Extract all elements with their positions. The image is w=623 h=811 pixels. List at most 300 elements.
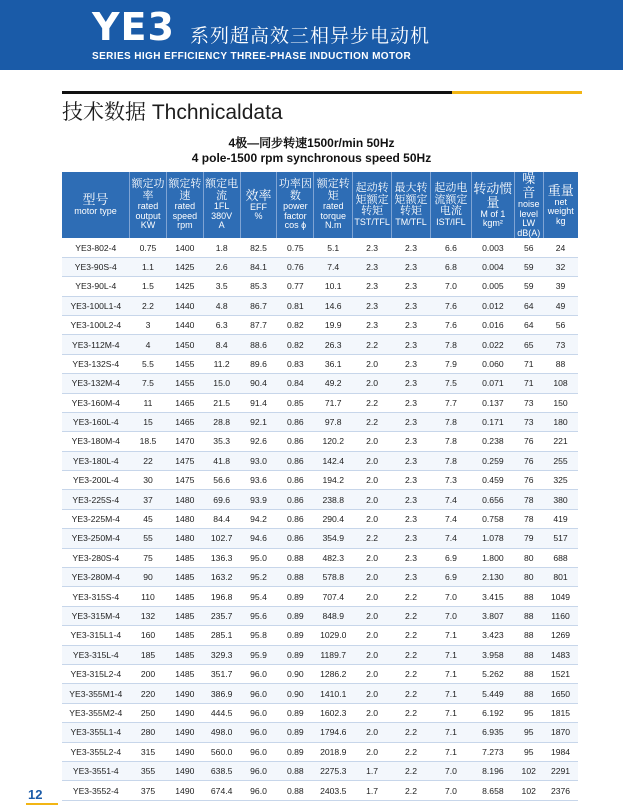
table-cell: 7.273 <box>471 742 514 761</box>
table-cell: 2.3 <box>392 296 431 315</box>
table-cell: 2.3 <box>392 568 431 587</box>
table-cell: 59 <box>514 257 543 276</box>
table-cell: 95.0 <box>240 548 277 567</box>
table-cell: 7.1 <box>430 645 471 664</box>
table-cell: 18.5 <box>130 432 167 451</box>
table-body <box>62 238 578 800</box>
table-cell: 1160 <box>543 606 578 625</box>
table-cell: 2.0 <box>353 548 392 567</box>
table-cell: 73 <box>543 335 578 354</box>
table-cell: 3 <box>130 315 167 334</box>
motor-type-cell: YE3-100L2-4 <box>62 315 130 334</box>
table-cell: 7.1 <box>430 684 471 703</box>
table-row <box>62 471 578 490</box>
table-cell: 7.0 <box>430 587 471 606</box>
table-row <box>62 238 578 257</box>
table-cell: 0.259 <box>471 451 514 470</box>
table-cell: 64 <box>514 315 543 334</box>
table-cell: 1490 <box>166 761 203 780</box>
table-row <box>62 354 578 373</box>
table-cell: 1485 <box>166 626 203 645</box>
table-cell: 10.1 <box>314 277 353 296</box>
motor-type-cell: YE3-355M2-4 <box>62 703 130 722</box>
table-cell: 2.0 <box>353 354 392 373</box>
table-cell: 0.90 <box>277 664 314 683</box>
header-banner <box>0 0 623 70</box>
table-cell: 1.7 <box>353 781 392 800</box>
table-cell: 7.5 <box>130 374 167 393</box>
table-row <box>62 568 578 587</box>
column-header-en: speed <box>172 210 198 221</box>
column-header-en: motor type <box>74 206 117 217</box>
table-cell: 180 <box>543 412 578 431</box>
table-cell: 2275.3 <box>314 761 353 780</box>
table-cell: 59 <box>514 277 543 296</box>
table-cell: 6.6 <box>430 238 471 257</box>
column-header-en: LW <box>522 218 536 229</box>
table-cell: 2.0 <box>353 471 392 490</box>
column-header-en: 1FL <box>213 201 230 212</box>
table-cell: 2.3 <box>392 238 431 257</box>
table-cell: 6.9 <box>430 548 471 567</box>
table-cell: 79 <box>514 529 543 548</box>
table-cell: 96.0 <box>240 684 277 703</box>
table-cell: 2.3 <box>392 471 431 490</box>
table-cell: 517 <box>543 529 578 548</box>
table-cell: 1.5 <box>130 277 167 296</box>
motor-type-cell: YE3-180L-4 <box>62 451 130 470</box>
motor-type-cell: YE3-132S-4 <box>62 354 130 373</box>
table-row <box>62 587 578 606</box>
table-cell: 1425 <box>166 277 203 296</box>
table-cell: 1984 <box>543 742 578 761</box>
table-cell: 1485 <box>166 606 203 625</box>
table-cell: 5.262 <box>471 664 514 683</box>
table-cell: 88 <box>514 606 543 625</box>
table-cell: 7.9 <box>430 354 471 373</box>
table-cell: 3.958 <box>471 645 514 664</box>
table-cell: 2.3 <box>353 277 392 296</box>
table-cell: 1485 <box>166 645 203 664</box>
table-cell: 0.88 <box>277 761 314 780</box>
table-cell: 0.82 <box>277 335 314 354</box>
table-cell: 95 <box>514 723 543 742</box>
table-cell: 380 <box>543 490 578 509</box>
table-cell: 88 <box>543 354 578 373</box>
table-cell: 21.5 <box>203 393 240 412</box>
table-cell: 1450 <box>166 335 203 354</box>
table-cell: 7.6 <box>430 296 471 315</box>
table-cell: 354.9 <box>314 529 353 548</box>
table-cell: 1490 <box>166 703 203 722</box>
motor-type-cell: YE3-225M-4 <box>62 509 130 528</box>
table-row <box>62 548 578 567</box>
table-cell: 2291 <box>543 761 578 780</box>
motor-type-cell: YE3-112M-4 <box>62 335 130 354</box>
table-cell: 8.196 <box>471 761 514 780</box>
table-cell: 0.171 <box>471 412 514 431</box>
table-cell: 3.807 <box>471 606 514 625</box>
column-header <box>543 172 578 238</box>
column-header-cn: 重量 <box>547 182 574 198</box>
table-cell: 95 <box>514 703 543 722</box>
column-header-en: A <box>218 220 225 231</box>
table-cell: 0.88 <box>277 781 314 800</box>
table-cell: 2.0 <box>353 587 392 606</box>
column-header-en: cos ϕ <box>284 220 307 231</box>
table-cell: 848.9 <box>314 606 353 625</box>
table-cell: 1455 <box>166 354 203 373</box>
table-cell: 3.423 <box>471 626 514 645</box>
table-cell: 108 <box>543 374 578 393</box>
table-cell: 96.0 <box>240 664 277 683</box>
table-cell: 196.8 <box>203 587 240 606</box>
motor-type-cell: YE3-3551-4 <box>62 761 130 780</box>
table-cell: 2.3 <box>392 354 431 373</box>
table-cell: 1440 <box>166 296 203 315</box>
motor-type-cell: YE3-90L-4 <box>62 277 130 296</box>
column-header-cn: 转动惯量 <box>473 180 513 210</box>
table-cell: 6.8 <box>430 257 471 276</box>
motor-type-cell: YE3-315L1-4 <box>62 626 130 645</box>
table-cell: 11.2 <box>203 354 240 373</box>
table-cell: 95 <box>514 742 543 761</box>
table-cell: 2.2 <box>130 296 167 315</box>
column-header <box>314 172 353 238</box>
table-cell: 7.0 <box>430 781 471 800</box>
table-cell: 1485 <box>166 587 203 606</box>
table-row <box>62 451 578 470</box>
table-cell: 88 <box>514 626 543 645</box>
table-cell: 97.8 <box>314 412 353 431</box>
table-cell: 56 <box>543 315 578 334</box>
table-cell: 2.2 <box>392 781 431 800</box>
table-cell: 1650 <box>543 684 578 703</box>
table-row <box>62 606 578 625</box>
column-header <box>62 172 130 238</box>
column-header <box>277 172 314 238</box>
table-row <box>62 703 578 722</box>
column-header-cn: 噪音 <box>522 171 536 200</box>
table-cell: 28.8 <box>203 412 240 431</box>
table-cell: 1.078 <box>471 529 514 548</box>
table-cell: 30 <box>130 471 167 490</box>
subtitle-cn: 4极—同步转速1500r/min 50Hz <box>228 136 395 150</box>
table-cell: 2.3 <box>392 335 431 354</box>
table-cell: 7.8 <box>430 412 471 431</box>
table-cell: 7.8 <box>430 432 471 451</box>
table-cell: 560.0 <box>203 742 240 761</box>
table-cell: 2.2 <box>392 606 431 625</box>
table-row <box>62 684 578 703</box>
table-cell: 2.0 <box>353 606 392 625</box>
column-header-en: rpm <box>177 220 193 231</box>
column-header-en: M of 1 <box>480 208 506 219</box>
motor-type-cell: YE3-315L-4 <box>62 645 130 664</box>
table-cell: 638.5 <box>203 761 240 780</box>
section-title: 技术数据 Thchnicaldata <box>62 101 283 124</box>
table-cell: 194.2 <box>314 471 353 490</box>
table-cell: 2018.9 <box>314 742 353 761</box>
column-header-cn: 额定电流 <box>205 178 239 202</box>
table-cell: 200 <box>130 664 167 683</box>
table-cell: 1470 <box>166 432 203 451</box>
table-cell: 2.3 <box>392 451 431 470</box>
table-cell: 8.4 <box>203 335 240 354</box>
table-cell: 88 <box>514 684 543 703</box>
table-cell: 2.2 <box>392 626 431 645</box>
table-cell: 94.2 <box>240 509 277 528</box>
column-header-cn: 起动转矩额定转矩 <box>355 182 389 218</box>
table-cell: 7.1 <box>430 664 471 683</box>
subtitle-en: 4 pole-1500 rpm synchronous speed 50Hz <box>191 151 432 165</box>
table-cell: 0.012 <box>471 296 514 315</box>
motor-type-cell: YE3-355L2-4 <box>62 742 130 761</box>
table-cell: 0.137 <box>471 393 514 412</box>
column-header-en: TM/TFL <box>395 216 427 227</box>
table-cell: 36.1 <box>314 354 353 373</box>
table-cell: 0.071 <box>471 374 514 393</box>
table-cell: 55 <box>130 529 167 548</box>
table-cell: 1480 <box>166 490 203 509</box>
column-header <box>166 172 203 238</box>
column-header <box>514 172 543 238</box>
technical-data-table <box>62 172 578 801</box>
table-cell: 801 <box>543 568 578 587</box>
table-cell: 2.2 <box>392 723 431 742</box>
table-cell: 91.4 <box>240 393 277 412</box>
column-header-cn: 型号 <box>82 192 109 208</box>
motor-type-cell: YE3-200L-4 <box>62 471 130 490</box>
table-cell: 56 <box>514 238 543 257</box>
table-cell: 2.3 <box>392 412 431 431</box>
table-cell: 1483 <box>543 645 578 664</box>
table-cell: 0.022 <box>471 335 514 354</box>
table-cell: 7.0 <box>430 277 471 296</box>
table-cell: 96.0 <box>240 781 277 800</box>
table-cell: 0.84 <box>277 374 314 393</box>
table-cell: 280 <box>130 723 167 742</box>
table-cell: 7.1 <box>430 703 471 722</box>
series-title-cn: 系列超高效三相异步电动机 <box>190 26 431 47</box>
column-header <box>471 172 514 238</box>
table-cell: 1465 <box>166 412 203 431</box>
column-header-cn: 起动电流额定电流 <box>434 182 468 218</box>
table-cell: 1521 <box>543 664 578 683</box>
table-cell: 84.4 <box>203 509 240 528</box>
table-cell: 0.86 <box>277 471 314 490</box>
table-cell: 7.5 <box>430 374 471 393</box>
table-cell: 1602.3 <box>314 703 353 722</box>
table-cell: 2.3 <box>353 315 392 334</box>
column-header-en: IST/IFL <box>436 216 466 227</box>
table-cell: 0.86 <box>277 432 314 451</box>
table-cell: 0.86 <box>277 451 314 470</box>
table-cell: 93.6 <box>240 471 277 490</box>
table-cell: 2.6 <box>203 257 240 276</box>
table-cell: 84.1 <box>240 257 277 276</box>
table-cell: 1490 <box>166 723 203 742</box>
table-cell: 444.5 <box>203 703 240 722</box>
table-cell: 11 <box>130 393 167 412</box>
table-cell: 96.0 <box>240 761 277 780</box>
table-cell: 1440 <box>166 315 203 334</box>
table-cell: 2.0 <box>353 626 392 645</box>
table-cell: 6.9 <box>430 568 471 587</box>
table-cell: 7.1 <box>430 742 471 761</box>
table-cell: 0.89 <box>277 645 314 664</box>
table-cell: 136.3 <box>203 548 240 567</box>
table-row <box>62 277 578 296</box>
table-cell: 1.800 <box>471 548 514 567</box>
column-header-en: dB(A) <box>517 227 541 238</box>
column-header-en: % <box>254 211 263 222</box>
table-cell: 6.3 <box>203 315 240 334</box>
column-header-en: factor <box>284 210 307 221</box>
motor-type-cell: YE3-355M1-4 <box>62 684 130 703</box>
table-cell: 110 <box>130 587 167 606</box>
table-cell: 102 <box>514 761 543 780</box>
table-cell: 351.7 <box>203 664 240 683</box>
motor-type-cell: YE3-250M-4 <box>62 529 130 548</box>
table-cell: 37 <box>130 490 167 509</box>
table-cell: 238.8 <box>314 490 353 509</box>
table-cell: 0.656 <box>471 490 514 509</box>
table-cell: 235.7 <box>203 606 240 625</box>
table-cell: 142.4 <box>314 451 353 470</box>
table-cell: 14.6 <box>314 296 353 315</box>
table-cell: 1269 <box>543 626 578 645</box>
table-row <box>62 432 578 451</box>
table-cell: 482.3 <box>314 548 353 567</box>
table-cell: 7.3 <box>430 471 471 490</box>
table-cell: 2.0 <box>353 684 392 703</box>
table-cell: 0.86 <box>277 509 314 528</box>
column-header-en: kg <box>556 215 566 226</box>
page-number-underline <box>26 803 58 805</box>
table-cell: 2.2 <box>392 684 431 703</box>
table-cell: 0.85 <box>277 393 314 412</box>
table-row <box>62 509 578 528</box>
table-cell: 2.3 <box>392 257 431 276</box>
table-cell: 2.3 <box>392 509 431 528</box>
column-header-cn: 额定功率 <box>131 178 165 202</box>
table-cell: 2.3 <box>392 529 431 548</box>
table-cell: 0.82 <box>277 315 314 334</box>
table-cell: 92.1 <box>240 412 277 431</box>
table-cell: 0.90 <box>277 684 314 703</box>
table-cell: 80 <box>514 548 543 567</box>
table-cell: 1029.0 <box>314 626 353 645</box>
table-cell: 0.81 <box>277 296 314 315</box>
column-header-en: output <box>135 210 161 221</box>
table-cell: 22 <box>130 451 167 470</box>
table-cell: 64 <box>514 296 543 315</box>
table-cell: 132 <box>130 606 167 625</box>
table-cell: 7.0 <box>430 606 471 625</box>
table-cell: 1286.2 <box>314 664 353 683</box>
table-cell: 88 <box>514 587 543 606</box>
table-cell: 88 <box>514 645 543 664</box>
table-cell: 1485 <box>166 664 203 683</box>
table-cell: 1490 <box>166 742 203 761</box>
column-header-cn: 功率因数 <box>278 178 312 202</box>
table-cell: 95.2 <box>240 568 277 587</box>
table-cell: 7.4 <box>314 257 353 276</box>
title-rule-yellow <box>452 91 582 94</box>
table-cell: 578.8 <box>314 568 353 587</box>
table-row <box>62 529 578 548</box>
table-cell: 0.060 <box>471 354 514 373</box>
motor-type-cell: YE3-315S-4 <box>62 587 130 606</box>
table-cell: 2.0 <box>353 509 392 528</box>
table-cell: 1480 <box>166 529 203 548</box>
table-cell: 15.0 <box>203 374 240 393</box>
column-header-cn: 最大转矩额定转矩 <box>394 182 428 218</box>
table-cell: 71 <box>514 354 543 373</box>
table-cell: 0.75 <box>130 238 167 257</box>
title-rule-black <box>62 91 452 94</box>
table-cell: 329.3 <box>203 645 240 664</box>
table-row <box>62 723 578 742</box>
column-header-en: rated <box>174 201 196 212</box>
table-cell: 96.0 <box>240 723 277 742</box>
table-cell: 0.75 <box>277 238 314 257</box>
table-cell: 1870 <box>543 723 578 742</box>
column-header-en: rated <box>137 201 159 212</box>
table-cell: 2.0 <box>353 432 392 451</box>
table-cell: 0.77 <box>277 277 314 296</box>
table-cell: 0.89 <box>277 626 314 645</box>
table-cell: 1815 <box>543 703 578 722</box>
table-row <box>62 296 578 315</box>
table-row <box>62 374 578 393</box>
table-row <box>62 742 578 761</box>
table-cell: 89.6 <box>240 354 277 373</box>
motor-type-cell: YE3-225S-4 <box>62 490 130 509</box>
table-cell: 3.5 <box>203 277 240 296</box>
table-cell: 255 <box>543 451 578 470</box>
table-cell: 93.9 <box>240 490 277 509</box>
table-cell: 290.4 <box>314 509 353 528</box>
table-cell: 160 <box>130 626 167 645</box>
table-cell: 49.2 <box>314 374 353 393</box>
motor-type-cell: YE3-280M-4 <box>62 568 130 587</box>
table-cell: 65 <box>514 335 543 354</box>
table-cell: 5.5 <box>130 354 167 373</box>
column-header <box>203 172 240 238</box>
table-cell: 0.88 <box>277 568 314 587</box>
table-cell: 2.3 <box>353 257 392 276</box>
table-cell: 76 <box>514 451 543 470</box>
table-cell: 2.2 <box>392 645 431 664</box>
table-cell: 35.3 <box>203 432 240 451</box>
table-cell: 707.4 <box>314 587 353 606</box>
table-cell: 0.89 <box>277 703 314 722</box>
table-cell: 94.6 <box>240 529 277 548</box>
column-header-en: N.m <box>324 220 342 231</box>
table-cell: 102.7 <box>203 529 240 548</box>
motor-type-cell: YE3-160L-4 <box>62 412 130 431</box>
table-cell: 39 <box>543 277 578 296</box>
table-cell: 78 <box>514 509 543 528</box>
table-cell: 2.3 <box>392 548 431 567</box>
table-cell: 90 <box>130 568 167 587</box>
table-cell: 2.2 <box>353 412 392 431</box>
page-number: 12 <box>28 787 43 802</box>
table-cell: 1425 <box>166 257 203 276</box>
table-cell: 86.7 <box>240 296 277 315</box>
